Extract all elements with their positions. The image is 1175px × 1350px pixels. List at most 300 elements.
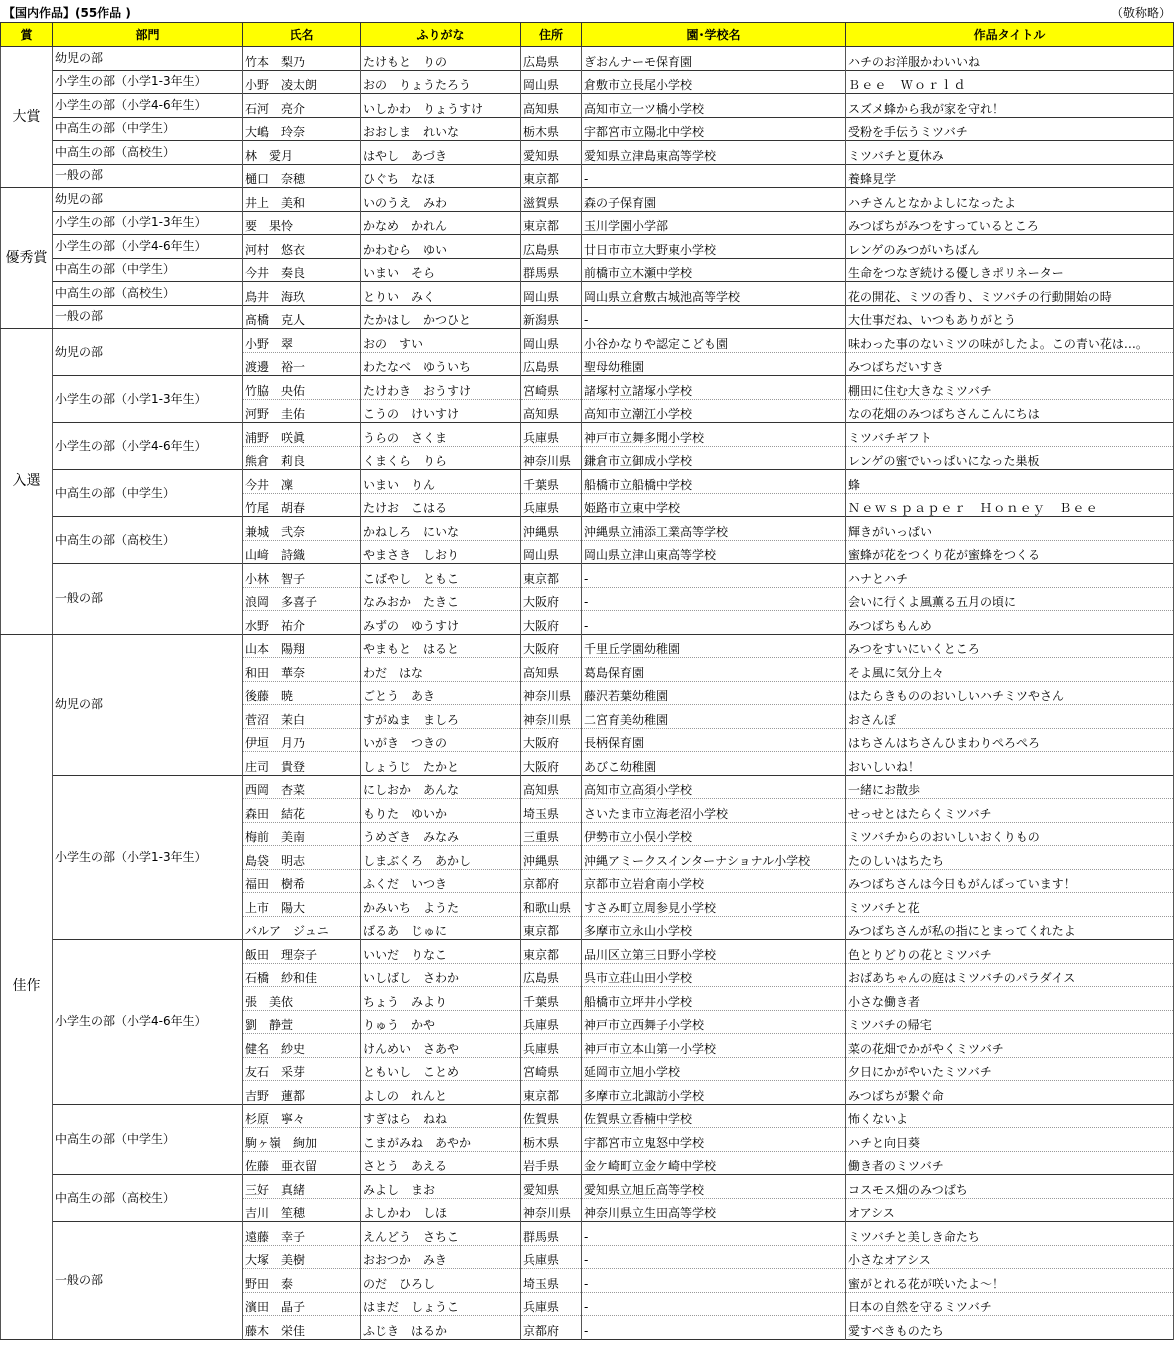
dept-cell: 中高生の部（高校生） (53, 282, 243, 306)
furigana-cell: えんどう さちこ (361, 1222, 521, 1246)
school-cell: 高知市立一ツ橋小学校 (582, 94, 846, 118)
title-cell: オアシス (846, 1198, 1174, 1222)
furigana-cell: こうの けいすけ (361, 399, 521, 423)
name-cell: 大嶋 玲奈 (243, 117, 361, 141)
address-cell: 栃木県 (521, 117, 582, 141)
school-cell: さいたま市立海老沼小学校 (582, 799, 846, 823)
title-cell: 夕日にかがやいたミツバチ (846, 1057, 1174, 1081)
title-cell: なの花畑のみつばちさんこんにちは (846, 399, 1174, 423)
furigana-cell: しまぶくろ あかし (361, 846, 521, 870)
table-row (1, 1222, 1174, 1246)
school-cell: 鎌倉市立御成小学校 (582, 446, 846, 470)
table-row (1, 282, 1174, 306)
header-school: 園･学校名 (582, 23, 846, 47)
furigana-cell: たけお こはる (361, 493, 521, 517)
address-cell: 東京都 (521, 1081, 582, 1105)
address-cell: 埼玉県 (521, 799, 582, 823)
school-cell: 沖縄アミークスインターナショナル小学校 (582, 846, 846, 870)
address-cell: 高知県 (521, 399, 582, 423)
table-row (1, 470, 1174, 494)
school-cell: 二宮育美幼稚園 (582, 705, 846, 729)
address-cell: 大阪府 (521, 634, 582, 658)
furigana-cell: なみおか たきこ (361, 587, 521, 611)
title-cell: コスモス畑のみつばち (846, 1175, 1174, 1199)
title-cell: 養蜂見学 (846, 164, 1174, 188)
school-cell: 品川区立第三日野小学校 (582, 940, 846, 964)
school-cell: 多摩市立北諏訪小学校 (582, 1081, 846, 1105)
school-cell: ‐ (582, 1316, 846, 1340)
address-cell: 栃木県 (521, 1128, 582, 1152)
name-cell: 友石 采芽 (243, 1057, 361, 1081)
title-cell: 小さな働き者 (846, 987, 1174, 1011)
title-cell: スズメ蜂から我が家を守れ！ (846, 94, 1174, 118)
title-cell: ハチのお洋服かわいいね (846, 47, 1174, 71)
furigana-cell: とりい みく (361, 282, 521, 306)
school-cell: ‐ (582, 1269, 846, 1293)
name-cell: 島袋 明志 (243, 846, 361, 870)
title-cell: ハナとハチ (846, 564, 1174, 588)
name-cell: 杉原 寧々 (243, 1104, 361, 1128)
dept-cell: 小学生の部（小学1-3年生） (53, 70, 243, 94)
name-cell: 河村 悠衣 (243, 235, 361, 259)
table-row (1, 211, 1174, 235)
title-cell: みつばちがみつをすっているところ (846, 211, 1174, 235)
title-cell: 生命をつなぎ続ける優しきポリネーター (846, 258, 1174, 282)
name-cell: 福田 樹希 (243, 869, 361, 893)
honorific-note: （敬称略） (1110, 6, 1171, 20)
school-cell: 高知市立高須小学校 (582, 775, 846, 799)
school-cell: 呉市立荘山田小学校 (582, 963, 846, 987)
furigana-cell: かねしろ にいな (361, 517, 521, 541)
furigana-cell: こばやし ともこ (361, 564, 521, 588)
name-cell: 劉 静萱 (243, 1010, 361, 1034)
address-cell: 広島県 (521, 963, 582, 987)
name-cell: 遠藤 幸子 (243, 1222, 361, 1246)
name-cell: 三好 真緒 (243, 1175, 361, 1199)
table-row (1, 517, 1174, 541)
address-cell: 宮崎県 (521, 1057, 582, 1081)
title-cell: ミツバチと美しき命たち (846, 1222, 1174, 1246)
header-furigana: ふりがな (361, 23, 521, 47)
address-cell: 佐賀県 (521, 1104, 582, 1128)
name-cell: 小林 智子 (243, 564, 361, 588)
title-cell: はたらきもののおいしいハチミツやさん (846, 681, 1174, 705)
name-cell: 張 美依 (243, 987, 361, 1011)
dept-cell: 一般の部 (53, 164, 243, 188)
furigana-cell: すがぬま ましろ (361, 705, 521, 729)
name-cell: 伊垣 月乃 (243, 728, 361, 752)
address-cell: 愛知県 (521, 141, 582, 165)
furigana-cell: みよし まお (361, 1175, 521, 1199)
school-cell: 聖母幼稚園 (582, 352, 846, 376)
address-cell: 大阪府 (521, 728, 582, 752)
furigana-cell: けんめい さあや (361, 1034, 521, 1058)
address-cell: 千葉県 (521, 470, 582, 494)
title-cell: 怖くないよ (846, 1104, 1174, 1128)
dept-cell: 一般の部 (53, 1222, 243, 1340)
title-cell: ハチと向日葵 (846, 1128, 1174, 1152)
school-cell: 神戸市立舞多聞小学校 (582, 423, 846, 447)
school-cell: あびこ幼稚園 (582, 752, 846, 776)
school-cell: 長柄保育園 (582, 728, 846, 752)
address-cell: 和歌山県 (521, 893, 582, 917)
name-cell: 河野 圭佑 (243, 399, 361, 423)
furigana-cell: しょうじ たかと (361, 752, 521, 776)
title-cell: 蜜がとれる花が咲いたよ～！ (846, 1269, 1174, 1293)
name-cell: 樋口 奈穂 (243, 164, 361, 188)
title-cell: Ｎｅｗｓｐａｐｅｒ Ｈｏｎｅｙ Ｂｅｅ (846, 493, 1174, 517)
school-cell: ‐ (582, 164, 846, 188)
furigana-cell: すぎはら ねね (361, 1104, 521, 1128)
name-cell: 水野 祐介 (243, 611, 361, 635)
name-cell: 石河 亮介 (243, 94, 361, 118)
school-cell: 京都市立岩倉南小学校 (582, 869, 846, 893)
dept-cell: 小学生の部（小学4-6年生） (53, 940, 243, 1105)
table-row (1, 329, 1174, 353)
name-cell: 藤木 栄佳 (243, 1316, 361, 1340)
title-cell: みつばちだいすき (846, 352, 1174, 376)
furigana-cell: はやし あづき (361, 141, 521, 165)
header-title: 作品タイトル (846, 23, 1174, 47)
table-row (1, 305, 1174, 329)
title-cell: 蜂 (846, 470, 1174, 494)
title-cell: ミツバチからのおいしいおくりもの (846, 822, 1174, 846)
address-cell: 兵庫県 (521, 423, 582, 447)
address-cell: 京都府 (521, 869, 582, 893)
school-cell: 小谷かなりや認定こども園 (582, 329, 846, 353)
name-cell: 菅沼 茉白 (243, 705, 361, 729)
address-cell: 大阪府 (521, 587, 582, 611)
name-cell: 山本 陽翔 (243, 634, 361, 658)
address-cell: 滋賀県 (521, 188, 582, 212)
title-cell: みつをすいにいくところ (846, 634, 1174, 658)
table-row (1, 775, 1174, 799)
furigana-cell: いしかわ りょうすけ (361, 94, 521, 118)
school-cell: 沖縄県立浦添工業高等学校 (582, 517, 846, 541)
furigana-cell: いしばし さわか (361, 963, 521, 987)
dept-cell: 中高生の部（高校生） (53, 517, 243, 564)
address-cell: 広島県 (521, 235, 582, 259)
address-cell: 岩手県 (521, 1151, 582, 1175)
school-cell: ‐ (582, 587, 846, 611)
address-cell: 大阪府 (521, 611, 582, 635)
address-cell: 広島県 (521, 47, 582, 71)
table-row (1, 117, 1174, 141)
address-cell: 神奈川県 (521, 705, 582, 729)
address-cell: 群馬県 (521, 258, 582, 282)
title-cell: そよ風に気分上々 (846, 658, 1174, 682)
table-row (1, 70, 1174, 94)
furigana-cell: いまい りん (361, 470, 521, 494)
school-cell: ‐ (582, 611, 846, 635)
title-cell: レンゲのみつがいちばん (846, 235, 1174, 259)
dept-cell: 中高生の部（中学生） (53, 258, 243, 282)
name-cell: 髙橋 克人 (243, 305, 361, 329)
title-cell: おいしいね！ (846, 752, 1174, 776)
furigana-cell: やまさき しおり (361, 540, 521, 564)
table-row (1, 188, 1174, 212)
furigana-cell: はまだ しょうこ (361, 1292, 521, 1316)
title-cell: 菜の花畑でかがやくミツバチ (846, 1034, 1174, 1058)
school-cell: 諸塚村立諸塚小学校 (582, 376, 846, 400)
name-cell: 要 果怜 (243, 211, 361, 235)
dept-cell: 一般の部 (53, 564, 243, 635)
furigana-cell: いいだ りなこ (361, 940, 521, 964)
school-cell: 船橋市立坪井小学校 (582, 987, 846, 1011)
name-cell: 梅前 美南 (243, 822, 361, 846)
school-cell: ‐ (582, 1292, 846, 1316)
dept-cell: 小学生の部（小学1-3年生） (53, 211, 243, 235)
furigana-cell: やまもと はると (361, 634, 521, 658)
school-cell: 神奈川県立生田高等学校 (582, 1198, 846, 1222)
title-cell: 花の開花、ミツの香り、ミツバチの行動開始の時 (846, 282, 1174, 306)
name-cell: 林 愛月 (243, 141, 361, 165)
dept-cell: 中高生の部（高校生） (53, 1175, 243, 1222)
furigana-cell: たかはし かつひと (361, 305, 521, 329)
prize-cell: 大賞 (1, 47, 53, 188)
address-cell: 岡山県 (521, 329, 582, 353)
school-cell: 金ケ崎町立金ケ崎中学校 (582, 1151, 846, 1175)
furigana-cell: ふくだ いつき (361, 869, 521, 893)
title-cell: 味わった事のないミツの味がしたよ。この青い花は…。 (846, 329, 1174, 353)
name-cell: バルア ジュニ (243, 916, 361, 940)
table-row (1, 141, 1174, 165)
furigana-cell: おの りょうたろう (361, 70, 521, 94)
title-cell: みつばちさんは今日もがんばっています！ (846, 869, 1174, 893)
furigana-cell: いがき つきの (361, 728, 521, 752)
school-cell: 千里丘学園幼稚園 (582, 634, 846, 658)
header-address: 住所 (521, 23, 582, 47)
furigana-cell: のだ ひろし (361, 1269, 521, 1293)
furigana-cell: おおつか みき (361, 1245, 521, 1269)
furigana-cell: うめざき みなみ (361, 822, 521, 846)
dept-cell: 小学生の部（小学4-6年生） (53, 94, 243, 118)
furigana-cell: ふじき はるか (361, 1316, 521, 1340)
title-cell: みつばちさんが私の指にとまってくれたよ (846, 916, 1174, 940)
address-cell: 埼玉県 (521, 1269, 582, 1293)
name-cell: 健名 紗史 (243, 1034, 361, 1058)
title-cell: 輝きがいっぱい (846, 517, 1174, 541)
name-cell: 兼城 弐奈 (243, 517, 361, 541)
dept-cell: 中高生の部（中学生） (53, 470, 243, 517)
furigana-cell: いまい そら (361, 258, 521, 282)
title-cell: ミツバチと夏休み (846, 141, 1174, 165)
title-cell: おさんぽ (846, 705, 1174, 729)
title-cell: 大仕事だね、いつもありがとう (846, 305, 1174, 329)
title-cell: 色とりどりの花とミツバチ (846, 940, 1174, 964)
address-cell: 沖縄県 (521, 846, 582, 870)
school-cell: 前橋市立木瀬中学校 (582, 258, 846, 282)
name-cell: 鳥井 海玖 (243, 282, 361, 306)
furigana-cell: かみいち ようた (361, 893, 521, 917)
dept-cell: 中高生の部（中学生） (53, 1104, 243, 1175)
school-cell: ‐ (582, 305, 846, 329)
name-cell: 井上 美和 (243, 188, 361, 212)
school-cell: 伊勢市立小俣小学校 (582, 822, 846, 846)
address-cell: 岡山県 (521, 282, 582, 306)
title-cell: 棚田に住む大きなミツバチ (846, 376, 1174, 400)
address-cell: 高知県 (521, 658, 582, 682)
title-cell: せっせとはたらくミツバチ (846, 799, 1174, 823)
table-row (1, 423, 1174, 447)
table-body (1, 47, 1174, 1340)
table-row (1, 564, 1174, 588)
dept-cell: 中高生の部（高校生） (53, 141, 243, 165)
dept-cell: 小学生の部（小学4-6年生） (53, 235, 243, 259)
prize-cell: 佳作 (1, 634, 53, 1339)
name-cell: 野田 泰 (243, 1269, 361, 1293)
prize-cell: 優秀賞 (1, 188, 53, 329)
school-cell: 愛知県立津島東高等学校 (582, 141, 846, 165)
furigana-cell: ちょう みより (361, 987, 521, 1011)
furigana-cell: いのうえ みわ (361, 188, 521, 212)
list-title: 【国内作品】(55作品 ) (3, 6, 131, 20)
address-cell: 岡山県 (521, 540, 582, 564)
dept-cell: 小学生の部（小学1-3年生） (53, 775, 243, 940)
name-cell: 和田 華奈 (243, 658, 361, 682)
school-cell: 佐賀県立香楠中学校 (582, 1104, 846, 1128)
furigana-cell: わだ はな (361, 658, 521, 682)
address-cell: 兵庫県 (521, 493, 582, 517)
table-row (1, 235, 1174, 259)
name-cell: 大塚 美樹 (243, 1245, 361, 1269)
dept-cell: 幼児の部 (53, 188, 243, 212)
table-row (1, 47, 1174, 71)
name-cell: 今井 凜 (243, 470, 361, 494)
address-cell: 東京都 (521, 916, 582, 940)
school-cell: 延岡市立旭小学校 (582, 1057, 846, 1081)
title-cell: はちさんはちさんひまわりぺろぺろ (846, 728, 1174, 752)
address-cell: 東京都 (521, 564, 582, 588)
title-cell: 愛すべきものたち (846, 1316, 1174, 1340)
school-cell: ‐ (582, 564, 846, 588)
title-cell: たのしいはちたち (846, 846, 1174, 870)
address-cell: 兵庫県 (521, 1245, 582, 1269)
name-cell: 駒ヶ嶺 絢加 (243, 1128, 361, 1152)
school-cell: 愛知県立旭丘高等学校 (582, 1175, 846, 1199)
school-cell: 倉敷市立長尾小学校 (582, 70, 846, 94)
name-cell: 石橋 紗和佳 (243, 963, 361, 987)
name-cell: 佐藤 亜衣留 (243, 1151, 361, 1175)
title-cell: ハチさんとなかよしになったよ (846, 188, 1174, 212)
address-cell: 三重県 (521, 822, 582, 846)
address-cell: 大阪府 (521, 752, 582, 776)
name-cell: 竹脇 央佑 (243, 376, 361, 400)
table-row (1, 376, 1174, 400)
furigana-cell: ひぐち なほ (361, 164, 521, 188)
address-cell: 群馬県 (521, 1222, 582, 1246)
table-row (1, 258, 1174, 282)
furigana-cell: たけもと りの (361, 47, 521, 71)
address-cell: 沖縄県 (521, 517, 582, 541)
name-cell: 飯田 理奈子 (243, 940, 361, 964)
address-cell: 兵庫県 (521, 1010, 582, 1034)
title-cell: ミツバチの帰宅 (846, 1010, 1174, 1034)
title-cell: 受粉を手伝うミツバチ (846, 117, 1174, 141)
school-cell: 宇都宮市立陽北中学校 (582, 117, 846, 141)
furigana-cell: ごとう あき (361, 681, 521, 705)
furigana-cell: にしおか あんな (361, 775, 521, 799)
table-row (1, 634, 1174, 658)
title-cell: ミツバチと花 (846, 893, 1174, 917)
name-cell: 吉川 笙穂 (243, 1198, 361, 1222)
address-cell: 新潟県 (521, 305, 582, 329)
table-row (1, 94, 1174, 118)
furigana-cell: くまくら りら (361, 446, 521, 470)
prize-cell: 入選 (1, 329, 53, 635)
school-cell: 葛島保育園 (582, 658, 846, 682)
furigana-cell: もりた ゆいか (361, 799, 521, 823)
address-cell: 東京都 (521, 211, 582, 235)
title-cell: みつばちが繋ぐ命 (846, 1081, 1174, 1105)
school-cell: すさみ町立周参見小学校 (582, 893, 846, 917)
school-cell: 玉川学園小学部 (582, 211, 846, 235)
name-cell: 上市 陽大 (243, 893, 361, 917)
name-cell: 熊倉 莉良 (243, 446, 361, 470)
school-cell: 岡山県立倉敷古城池高等学校 (582, 282, 846, 306)
name-cell: 小野 翠 (243, 329, 361, 353)
address-cell: 神奈川県 (521, 681, 582, 705)
furigana-cell: さとう あえる (361, 1151, 521, 1175)
dept-cell: 幼児の部 (53, 634, 243, 775)
school-cell: 姫路市立東中学校 (582, 493, 846, 517)
dept-cell: 小学生の部（小学4-6年生） (53, 423, 243, 470)
school-cell: ‐ (582, 1245, 846, 1269)
address-cell: 兵庫県 (521, 1034, 582, 1058)
title-cell: 日本の自然を守るミツバチ (846, 1292, 1174, 1316)
dept-cell: 中高生の部（中学生） (53, 117, 243, 141)
furigana-cell: ともいし ことめ (361, 1057, 521, 1081)
school-cell: ぎおんナーモ保育園 (582, 47, 846, 71)
title-cell: レンゲの蜜でいっぱいになった巣板 (846, 446, 1174, 470)
address-cell: 宮崎県 (521, 376, 582, 400)
furigana-cell: りゅう かや (361, 1010, 521, 1034)
header-prize: 賞 (1, 23, 53, 47)
name-cell: 浦野 咲眞 (243, 423, 361, 447)
furigana-cell: よしの れんと (361, 1081, 521, 1105)
furigana-cell: よしかわ しほ (361, 1198, 521, 1222)
address-cell: 広島県 (521, 352, 582, 376)
name-cell: 小野 凌太朗 (243, 70, 361, 94)
address-cell: 兵庫県 (521, 1292, 582, 1316)
furigana-cell: かなめ かれん (361, 211, 521, 235)
address-cell: 東京都 (521, 164, 582, 188)
title-cell: 一緒にお散歩 (846, 775, 1174, 799)
title-cell: 小さなオアシス (846, 1245, 1174, 1269)
school-cell: 廿日市市立大野東小学校 (582, 235, 846, 259)
dept-cell: 一般の部 (53, 305, 243, 329)
furigana-cell: こまがみね あやか (361, 1128, 521, 1152)
name-cell: 庄司 貴登 (243, 752, 361, 776)
name-cell: 吉野 蓮都 (243, 1081, 361, 1105)
furigana-cell: おおしま れいな (361, 117, 521, 141)
name-cell: 渡邊 裕一 (243, 352, 361, 376)
school-cell: 高知市立潮江小学校 (582, 399, 846, 423)
address-cell: 高知県 (521, 775, 582, 799)
school-cell: 神戸市立西舞子小学校 (582, 1010, 846, 1034)
furigana-cell: みずの ゆうすけ (361, 611, 521, 635)
name-cell: 浪岡 多喜子 (243, 587, 361, 611)
address-cell: 高知県 (521, 94, 582, 118)
dept-cell: 幼児の部 (53, 329, 243, 376)
header-dept: 部門 (53, 23, 243, 47)
school-cell: 多摩市立永山小学校 (582, 916, 846, 940)
address-cell: 東京都 (521, 940, 582, 964)
school-cell: 船橋市立船橋中学校 (582, 470, 846, 494)
title-cell: 働き者のミツバチ (846, 1151, 1174, 1175)
name-cell: 今井 奏良 (243, 258, 361, 282)
name-cell: 竹尾 胡春 (243, 493, 361, 517)
